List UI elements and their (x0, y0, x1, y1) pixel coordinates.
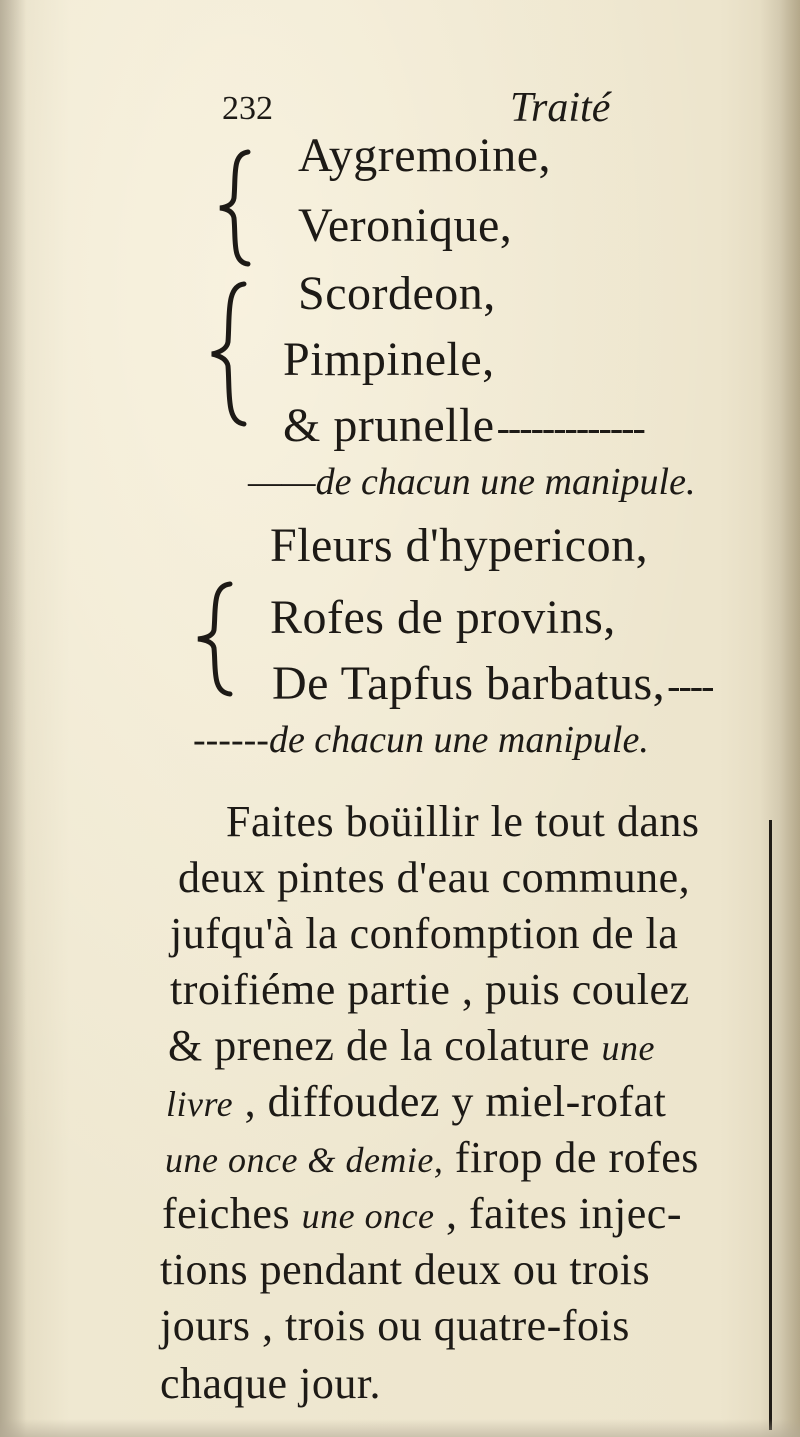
text-line: jours , trois ou quatre-fois (160, 1301, 630, 1350)
dash-leader: ------ (193, 719, 269, 761)
text-span: , diffoudez y miel-rofat (244, 1077, 667, 1126)
ingredient-line: Veronique, (298, 199, 513, 252)
text-span: , faites injec- (446, 1189, 682, 1238)
dosage-line (193, 718, 649, 762)
italic-span: livre (166, 1084, 234, 1124)
brace-icon (204, 280, 250, 428)
ingredient-line: Rofes de provins, (270, 591, 616, 644)
text-span: firop de rofes (454, 1133, 699, 1182)
ingredient-line: Scordeon, (298, 267, 496, 320)
brace-icon (190, 580, 236, 698)
dash-leader: ------------- (496, 405, 644, 450)
text-line (166, 1076, 666, 1127)
binding-edge-line (769, 820, 772, 1430)
italic-span: une once & demie, (165, 1140, 444, 1180)
text-line: tions pendant deux ou trois (160, 1245, 651, 1294)
dash-leader: ---- (667, 663, 713, 708)
ingredient-text: & prunelle (283, 399, 495, 452)
running-title: Traité (510, 85, 611, 131)
text-line (165, 1132, 699, 1183)
text-line: chaque jour. (160, 1359, 382, 1408)
page-edge-shadow (760, 0, 800, 1437)
ingredient-line (272, 656, 712, 711)
dosage-line (248, 460, 695, 504)
dash-leader: —— (248, 461, 316, 503)
text-line: jufqu'à la confomption de la (170, 909, 679, 958)
ingredient-line: Pimpinele, (283, 333, 495, 386)
text-line: deux pintes d'eau commune, (178, 853, 691, 902)
italic-span: une (601, 1028, 655, 1068)
gutter-shadow (0, 0, 26, 1437)
dosage-text: de chacun une manipule. (268, 719, 649, 761)
dosage-text: de chacun une manipule. (315, 461, 696, 503)
bottom-edge-shadow (0, 1419, 800, 1437)
ingredient-text: De Tapfus barbatus, (272, 657, 666, 710)
brace-icon (214, 148, 254, 268)
ingredient-line: Fleurs d'hypericon, (270, 519, 649, 572)
ingredient-line (283, 398, 644, 453)
italic-span: une once (301, 1196, 435, 1236)
ingredient-line: Aygremoine, (298, 129, 552, 182)
text-span: feiches (162, 1189, 291, 1238)
text-span: & prenez de la colature (168, 1021, 590, 1070)
text-line: troifiéme partie , puis coulez (170, 965, 690, 1014)
text-line: Faites boüillir le tout dans (226, 797, 700, 846)
page-number: 232 (222, 90, 273, 127)
text-line (162, 1188, 682, 1239)
text-line (168, 1020, 655, 1071)
